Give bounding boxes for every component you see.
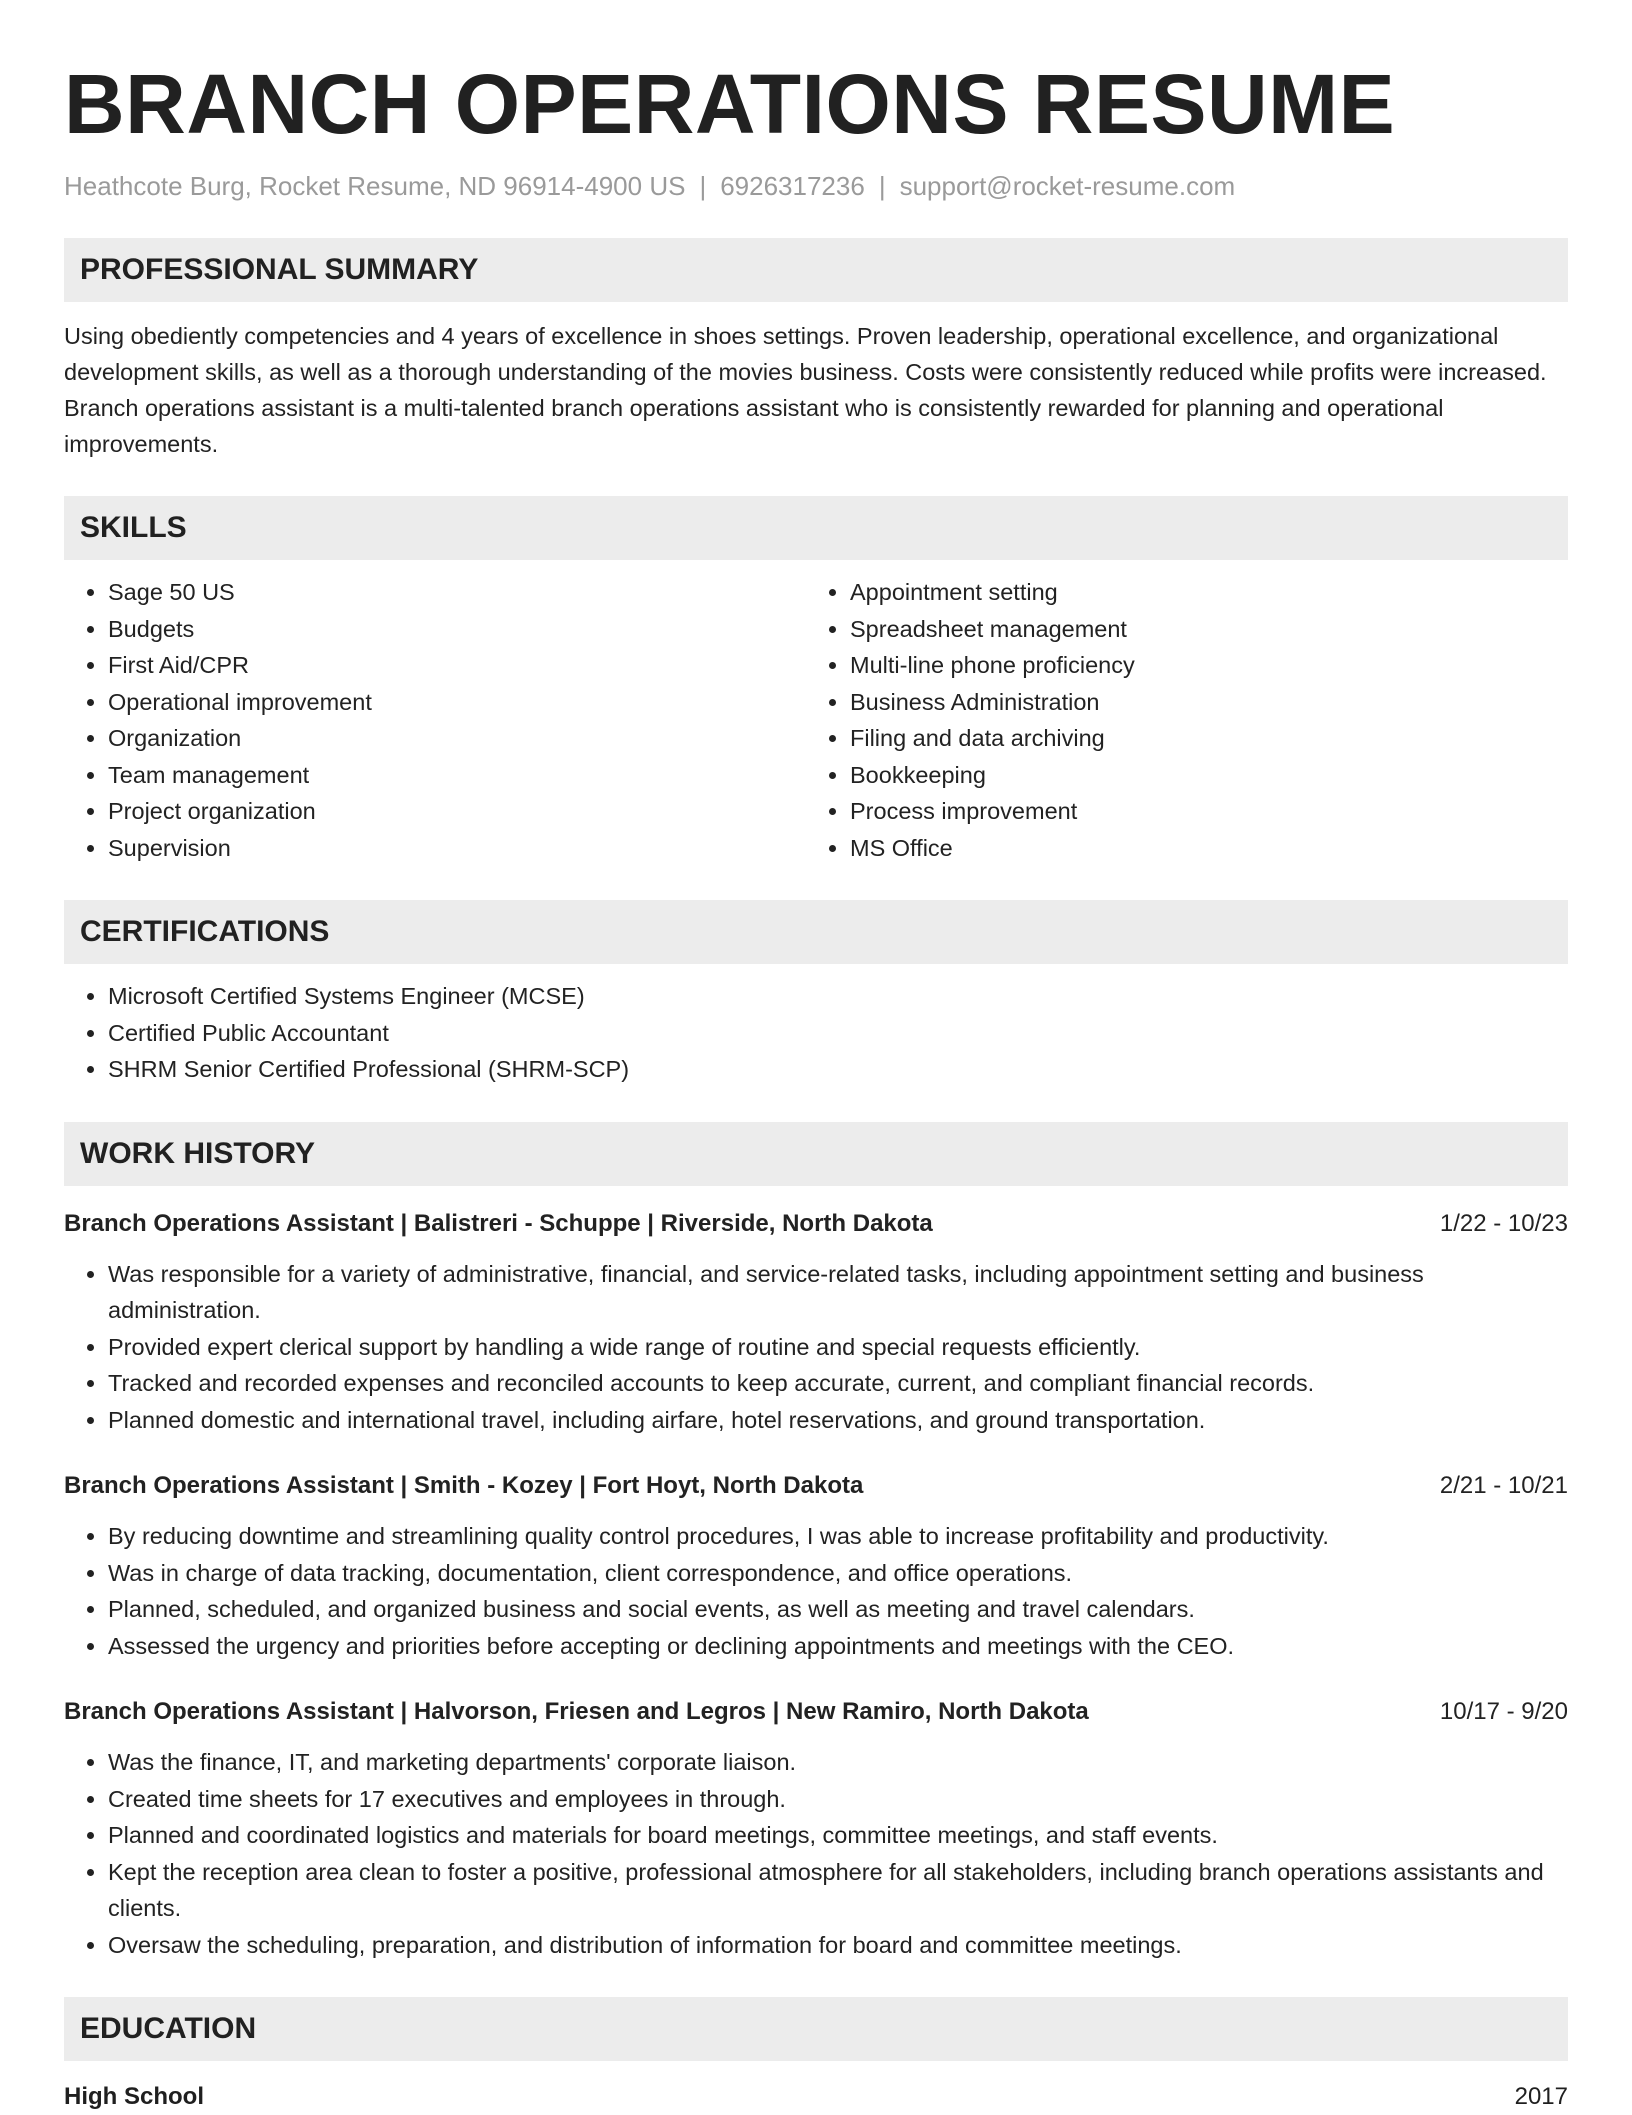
job-bullet: • Tracked and recorded expenses and reconciled accounts to keep accurate, current, and compliant financial records. — [108, 1365, 1568, 1402]
contact-phone[interactable]: 6926317236 — [720, 171, 865, 201]
education-heading: EDUCATION — [64, 1997, 1568, 2061]
contact-email[interactable]: support@rocket-resume.com — [899, 171, 1236, 201]
certification-item: • Certified Public Accountant — [108, 1015, 1568, 1052]
summary-heading: PROFESSIONAL SUMMARY — [64, 238, 1568, 302]
job-title: Branch Operations Assistant | Halvorson, Friesen and Legros | New Ramiro, North Dakota — [64, 1698, 1089, 1725]
skill-item: • Operational improvement — [108, 684, 806, 721]
skill-item: • Process improvement — [850, 793, 1548, 830]
work-history-heading: WORK HISTORY — [64, 1122, 1568, 1186]
job-entry — [64, 1468, 1568, 1664]
skill-item: • Team management — [108, 757, 806, 794]
contact-address: Heathcote Burg, Rocket Resume, ND 96914-4900 US — [64, 171, 686, 201]
job-dates: 2/21 - 10/21 — [1439, 1472, 1568, 1499]
work-history-section — [64, 1122, 1568, 1964]
summary-section — [64, 238, 1568, 462]
job-entry — [64, 1206, 1568, 1439]
skills-heading: SKILLS — [64, 496, 1568, 560]
certifications-list — [64, 978, 1568, 1088]
job-bullet: • Was responsible for a variety of administrative, financial, and service-related tasks, including appointment setting and business administration. — [108, 1256, 1568, 1329]
job-title: Branch Operations Assistant | Balistreri - Schuppe | Riverside, North Dakota — [64, 1209, 933, 1237]
skill-item: • Project organization — [108, 793, 806, 830]
skill-item: • Sage 50 US — [108, 574, 806, 611]
resume-page — [64, 54, 1568, 2115]
contact-separator: | — [878, 171, 886, 201]
job-entry — [64, 1694, 1568, 1963]
job-bullet: • Oversaw the scheduling, preparation, and distribution of information for board and committee meetings. — [108, 1927, 1568, 1964]
job-bullet: • Provided expert clerical support by handling a wide range of routine and special requests efficiently. — [108, 1329, 1568, 1366]
job-bullet: • Created time sheets for 17 executives and employees in through. — [108, 1781, 1568, 1818]
job-bullets — [64, 1518, 1568, 1664]
job-bullet: • Assessed the urgency and priorities before accepting or declining appointments and meetings with the CEO. — [108, 1628, 1568, 1665]
summary-text: Using obediently competencies and 4 years of excellence in shoes settings. Proven leadership, operational excellence, and organizational development skills, as well as a thorough understanding of the movies business. Costs were consistently reduced while profits were increased. Branch operations assistant is a multi-talented branch operations assistant who is consistently rewarded for planning and operational improvements. — [64, 323, 1547, 457]
education-year: 2017 — [1514, 2083, 1568, 2110]
skill-item: • MS Office — [850, 830, 1548, 867]
skill-item: • Supervision — [108, 830, 806, 867]
job-bullet: • Planned domestic and international travel, including airfare, hotel reservations, and ground transportation. — [108, 1402, 1568, 1439]
education-section — [64, 1997, 1568, 2115]
skill-item: • Appointment setting — [850, 574, 1548, 611]
skill-item: • Bookkeeping — [850, 757, 1548, 794]
skill-item: • Multi-line phone proficiency — [850, 647, 1548, 684]
job-title: Branch Operations Assistant | Smith - Kozey | Fort Hoyt, North Dakota — [64, 1472, 864, 1499]
job-bullets — [64, 1256, 1568, 1439]
skill-item: • Spreadsheet management — [850, 611, 1548, 648]
job-bullet: • Planned and coordinated logistics and materials for board meetings, committee meetings, and staff events. — [108, 1817, 1568, 1854]
job-bullets — [64, 1744, 1568, 1963]
skills-grid — [64, 574, 1568, 866]
education-school: High School — [64, 2083, 204, 2110]
job-dates: 10/17 - 9/20 — [1439, 1698, 1568, 1725]
skill-item: • Business Administration — [850, 684, 1548, 721]
job-bullet: • Was the finance, IT, and marketing departments' corporate liaison. — [108, 1744, 1568, 1781]
job-bullet: • Kept the reception area clean to foster a positive, professional atmosphere for all stakeholders, including branch operations assistants and clients. — [108, 1854, 1568, 1927]
skill-item: • First Aid/CPR — [108, 647, 806, 684]
contact-separator: | — [699, 171, 707, 201]
skill-item: • Filing and data archiving — [850, 720, 1548, 757]
certifications-heading: CERTIFICATIONS — [64, 900, 1568, 964]
skill-item: • Budgets — [108, 611, 806, 648]
job-header — [64, 1468, 1568, 1504]
job-dates: 1/22 - 10/23 — [1439, 1209, 1568, 1237]
contact-line — [64, 168, 1568, 204]
job-header — [64, 1694, 1568, 1730]
certification-item: • Microsoft Certified Systems Engineer (MCSE) — [108, 978, 1568, 1015]
job-bullet: • Planned, scheduled, and organized business and social events, as well as meeting and travel calendars. — [108, 1591, 1568, 1628]
education-entry — [64, 2079, 1568, 2115]
certification-item: • SHRM Senior Certified Professional (SHRM-SCP) — [108, 1051, 1568, 1088]
job-bullet: • By reducing downtime and streamlining quality control procedures, I was able to increase profitability and productivity. — [108, 1518, 1568, 1555]
job-bullet: • Was in charge of data tracking, documentation, client correspondence, and office operations. — [108, 1555, 1568, 1592]
resume-title: BRANCH OPERATIONS RESUME — [64, 57, 1396, 151]
certifications-section — [64, 900, 1568, 1088]
skills-section — [64, 496, 1568, 866]
skill-item: • Organization — [108, 720, 806, 757]
job-header — [64, 1206, 1568, 1242]
skills-list-right — [806, 574, 1548, 866]
skills-list-left — [64, 574, 806, 866]
